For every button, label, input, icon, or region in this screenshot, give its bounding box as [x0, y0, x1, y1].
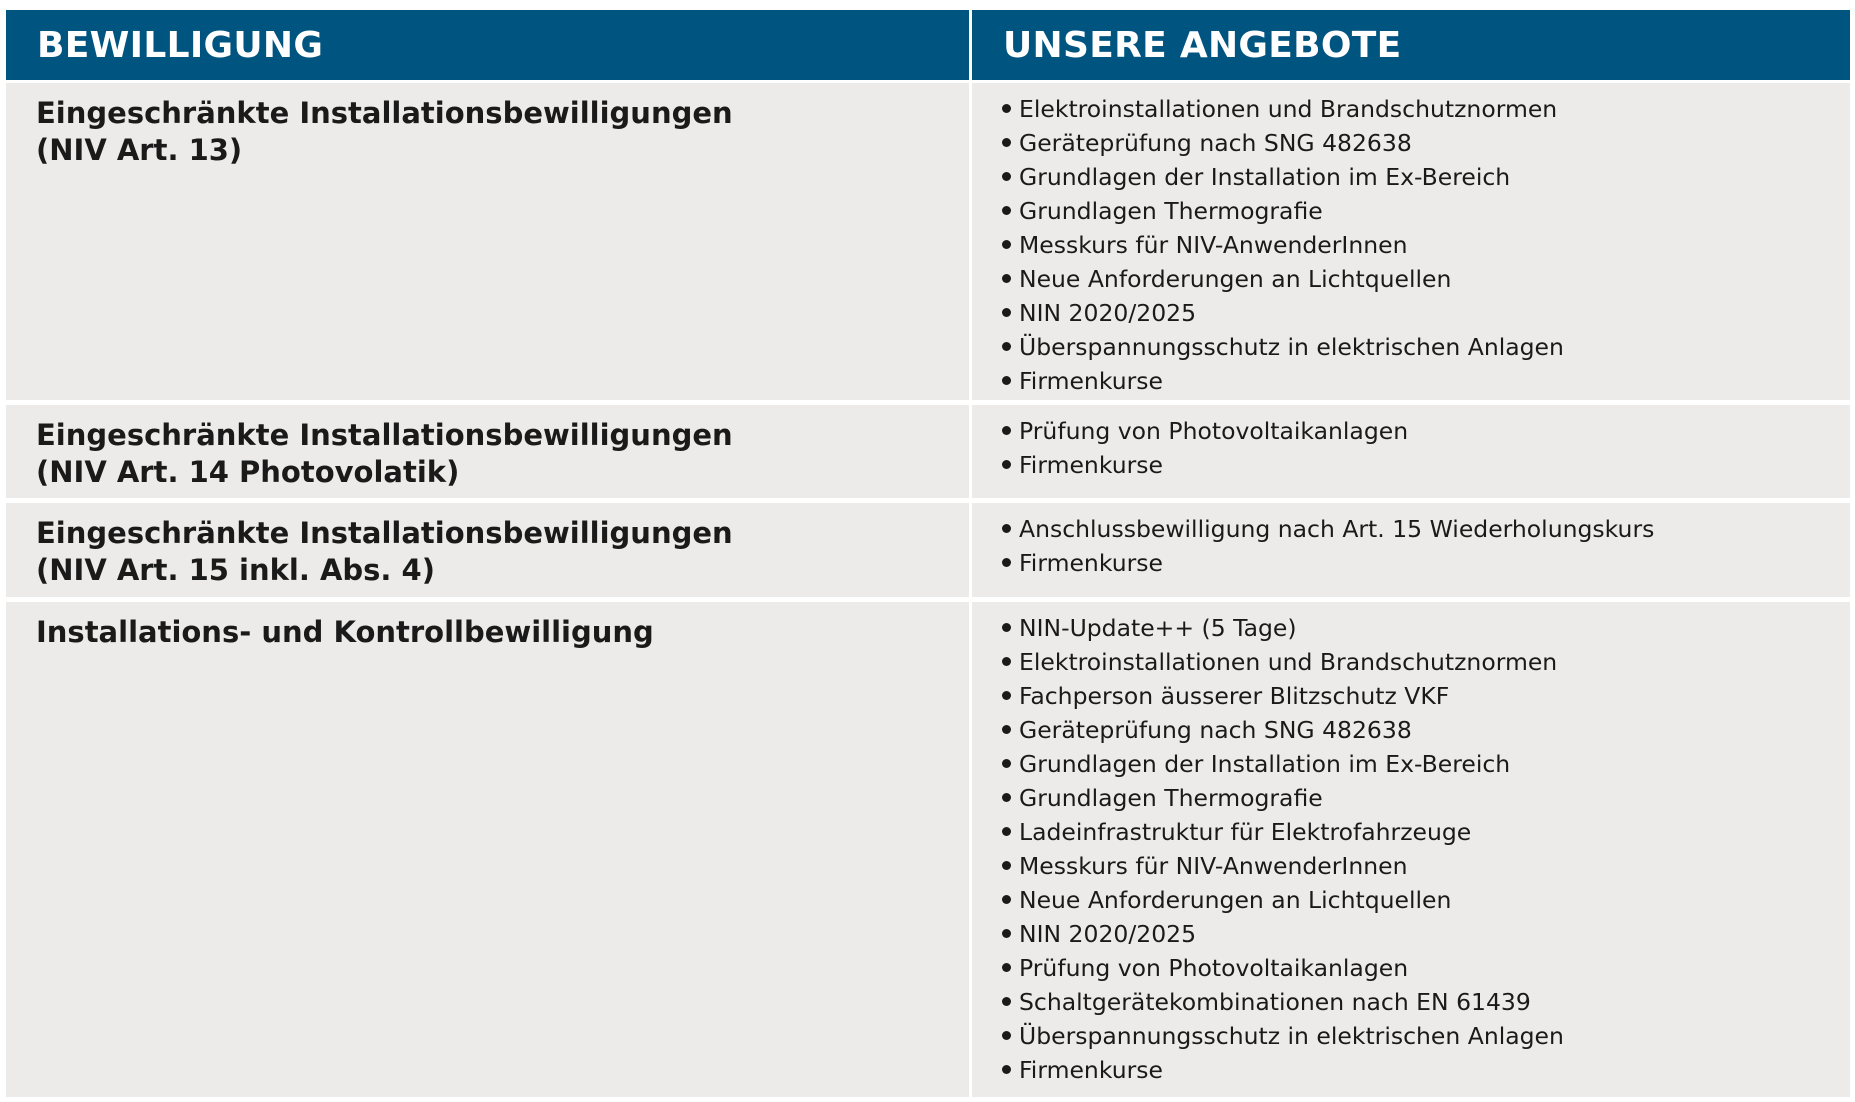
- bullet-icon: [1002, 997, 1011, 1006]
- table-header: [6, 10, 1850, 80]
- offers-list: [1002, 512, 1850, 580]
- list-item: Neue Anforderungen an Lichtquellen: [1002, 262, 1850, 296]
- list-item: Geräteprüfung nach SNG 482638: [1002, 126, 1850, 160]
- header-offers: UNSERE ANGEBOTE: [972, 10, 1850, 80]
- bullet-icon: [1002, 376, 1011, 385]
- list-item: Messkurs für NIV-AnwenderInnen: [1002, 228, 1850, 262]
- offers-list: [1002, 92, 1850, 398]
- bullet-icon: [1002, 1031, 1011, 1040]
- list-item: Prüfung von Photovoltaikanlagen: [1002, 951, 1850, 985]
- offers-cell: [972, 83, 1850, 400]
- bullet-icon: [1002, 172, 1011, 181]
- list-item: Überspannungsschutz in elektrischen Anlagen: [1002, 330, 1850, 364]
- bullet-icon: [1002, 308, 1011, 317]
- permission-title: Eingeschränkte Installationsbewilligungen (NIV Art. 15 inkl. Abs. 4): [36, 516, 733, 587]
- list-item: Grundlagen der Installation im Ex-Bereich: [1002, 160, 1850, 194]
- table-row: [6, 83, 1850, 400]
- bullet-icon: [1002, 759, 1011, 768]
- bullet-icon: [1002, 861, 1011, 870]
- bullet-icon: [1002, 895, 1011, 904]
- offers-cell: [972, 503, 1850, 597]
- list-item: NIN 2020/2025: [1002, 917, 1850, 951]
- permission-title: Eingeschränkte Installationsbewilligungen (NIV Art. 13): [36, 96, 733, 167]
- bullet-icon: [1002, 274, 1011, 283]
- bullet-icon: [1002, 342, 1011, 351]
- permission-title: Eingeschränkte Installationsbewilligungen (NIV Art. 14 Photovolatik): [36, 418, 733, 489]
- bullet-icon: [1002, 793, 1011, 802]
- bullet-icon: [1002, 827, 1011, 836]
- bullet-icon: [1002, 138, 1011, 147]
- list-item: Grundlagen Thermografie: [1002, 781, 1850, 815]
- permission-title: Installations- und Kontrollbewilligung: [36, 615, 654, 649]
- bullet-icon: [1002, 558, 1011, 567]
- list-item: Neue Anforderungen an Lichtquellen: [1002, 883, 1850, 917]
- table-row: [6, 405, 1850, 498]
- offers-cell: [972, 405, 1850, 498]
- list-item: Überspannungsschutz in elektrischen Anlagen: [1002, 1019, 1850, 1053]
- list-item: Firmenkurse: [1002, 448, 1850, 482]
- bullet-icon: [1002, 206, 1011, 215]
- bullet-icon: [1002, 725, 1011, 734]
- bullet-icon: [1002, 524, 1011, 533]
- table-row: [6, 503, 1850, 597]
- bullet-icon: [1002, 426, 1011, 435]
- offers-cell: [972, 602, 1850, 1097]
- list-item: NIN-Update++ (5 Tage): [1002, 611, 1850, 645]
- list-item: Grundlagen Thermografie: [1002, 194, 1850, 228]
- bullet-icon: [1002, 104, 1011, 113]
- list-item: NIN 2020/2025: [1002, 296, 1850, 330]
- bullet-icon: [1002, 691, 1011, 700]
- list-item: Elektroinstallationen und Brandschutznormen: [1002, 92, 1850, 126]
- offers-list: [1002, 611, 1850, 1087]
- table-row: [6, 602, 1850, 1097]
- list-item: Grundlagen der Installation im Ex-Bereich: [1002, 747, 1850, 781]
- header-permission: BEWILLIGUNG: [6, 10, 969, 80]
- permission-cell: [6, 503, 969, 597]
- permission-cell: [6, 83, 969, 400]
- bullet-icon: [1002, 460, 1011, 469]
- list-item: Firmenkurse: [1002, 1053, 1850, 1087]
- bullet-icon: [1002, 623, 1011, 632]
- bullet-icon: [1002, 240, 1011, 249]
- list-item: Fachperson äusserer Blitzschutz VKF: [1002, 679, 1850, 713]
- permission-cell: [6, 405, 969, 498]
- list-item: Ladeinfrastruktur für Elektrofahrzeuge: [1002, 815, 1850, 849]
- list-item: Prüfung von Photovoltaikanlagen: [1002, 414, 1850, 448]
- list-item: Elektroinstallationen und Brandschutznormen: [1002, 645, 1850, 679]
- bullet-icon: [1002, 657, 1011, 666]
- bullet-icon: [1002, 929, 1011, 938]
- bullet-icon: [1002, 963, 1011, 972]
- list-item: Schaltgerätekombinationen nach EN 61439: [1002, 985, 1850, 1019]
- permissions-table: [6, 10, 1850, 1102]
- list-item: Anschlussbewilligung nach Art. 15 Wiederholungskurs: [1002, 512, 1850, 546]
- list-item: Firmenkurse: [1002, 364, 1850, 398]
- list-item: Firmenkurse: [1002, 546, 1850, 580]
- list-item: Geräteprüfung nach SNG 482638: [1002, 713, 1850, 747]
- list-item: Messkurs für NIV-AnwenderInnen: [1002, 849, 1850, 883]
- permission-cell: [6, 602, 969, 1097]
- bullet-icon: [1002, 1065, 1011, 1074]
- offers-list: [1002, 414, 1850, 482]
